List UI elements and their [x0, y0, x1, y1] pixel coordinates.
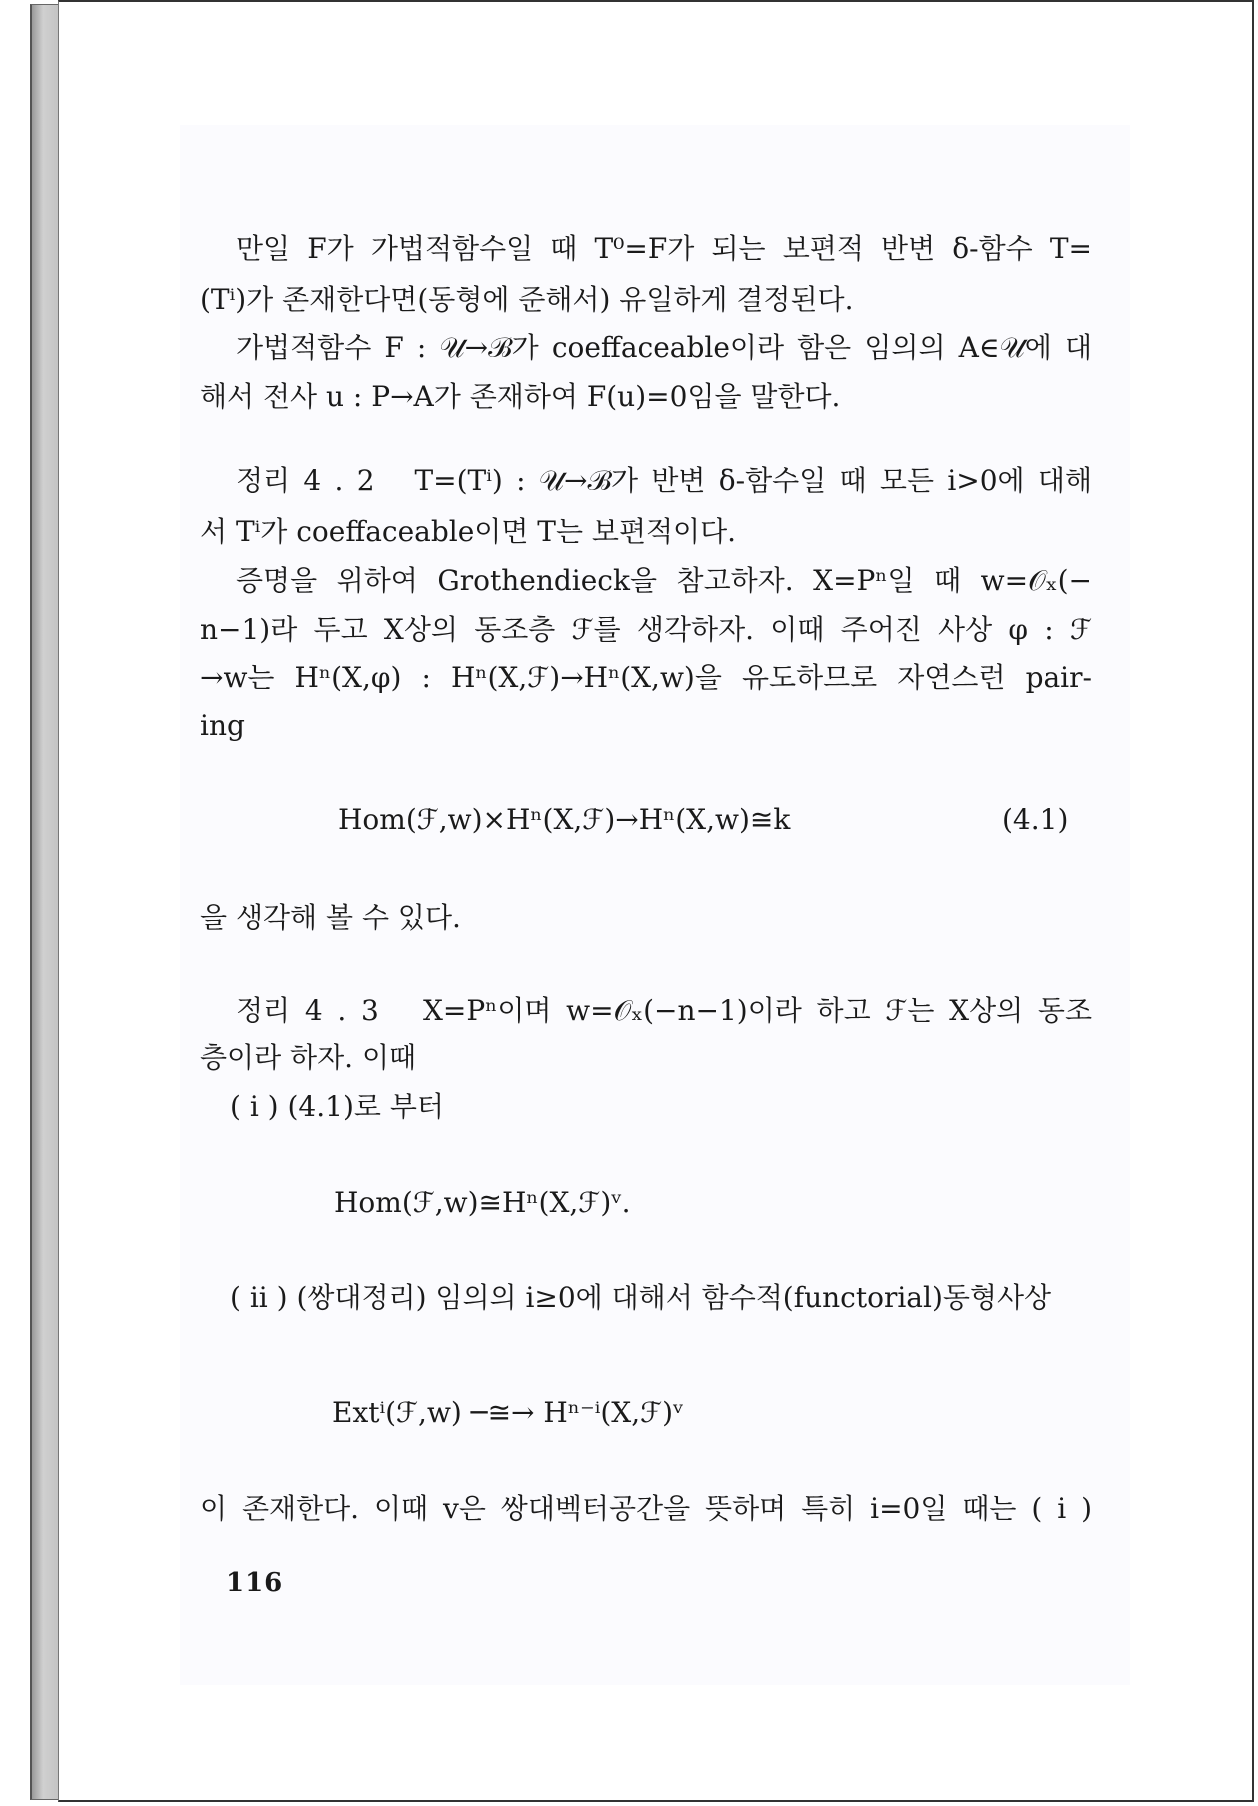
paragraph2-line2: 해서 전사 u : P→A가 존재하여 F(u)=0임을 말한다.: [200, 380, 841, 413]
equation-4-1: Hom(ℱ,w)×Hⁿ(X,ℱ)→Hⁿ(X,w)≅k: [338, 803, 791, 836]
theorem-4-3-line2: 층이라 하자. 이때: [200, 1041, 417, 1074]
after-equation-text: 을 생각해 볼 수 있다.: [200, 901, 461, 934]
equation-4-1-label: (4.1): [1002, 803, 1069, 836]
theorem-4-3-item-ii: ( ii ) (쌍대정리) 임의의 i≥0에 대해서 함수적(functorial)동형사상: [230, 1281, 1052, 1314]
book-spine-edge: [30, 4, 60, 1800]
paragraph1-line2: (Tⁱ)가 존재한다면(동형에 준해서) 유일하게 결정된다.: [200, 283, 854, 316]
theorem-4-3-item-i: ( i ) (4.1)로 부터: [230, 1090, 444, 1123]
proof-line3: →w는 Hⁿ(X,φ) : Hⁿ(X,ℱ)→Hⁿ(X,w)을 유도하므로 자연스런 pair-: [200, 661, 1092, 694]
theorem-4-3-line1: 정리 4 . 3 X=Pⁿ이며 w=𝒪ₓ(−n−1)이라 하고 ℱ는 X상의 동조: [236, 994, 1092, 1027]
proof-line1: 증명을 위하여 Grothendieck을 참고하자. X=Pⁿ일 때 w=𝒪ₓ(−: [236, 564, 1092, 597]
theorem-4-2-line2: 서 Tⁱ가 coeffaceable이면 T는 보편적이다.: [200, 515, 737, 548]
theorem-4-3-formula-ii: Extⁱ(ℱ,w) ─≅→ Hⁿ⁻ⁱ(X,ℱ)ᵛ: [332, 1396, 684, 1429]
last-line: 이 존재한다. 이때 v은 쌍대벡터공간을 뜻하며 특히 i=0일 때는 ( i ): [200, 1492, 1092, 1525]
theorem-4-2-line1: 정리 4 . 2 T=(Tⁱ) : 𝒰→ℬ가 반변 δ-함수일 때 모든 i>0에 대해: [236, 464, 1092, 497]
proof-line4: ing: [200, 709, 245, 742]
page-number: 116: [226, 1568, 284, 1598]
paragraph1-line1: 만일 F가 가법적함수일 때 T⁰=F가 되는 보편적 반변 δ-함수 T=: [236, 232, 1092, 265]
paragraph2-line1: 가법적함수 F : 𝒰→ℬ가 coeffaceable이라 함은 임의의 A∈𝒰에 대: [236, 331, 1092, 364]
theorem-4-3-formula-i: Hom(ℱ,w)≅Hⁿ(X,ℱ)ᵛ.: [334, 1186, 631, 1219]
proof-line2: n−1)라 두고 X상의 동조층 ℱ를 생각하자. 이때 주어진 사상 φ : ℱ: [200, 613, 1092, 646]
